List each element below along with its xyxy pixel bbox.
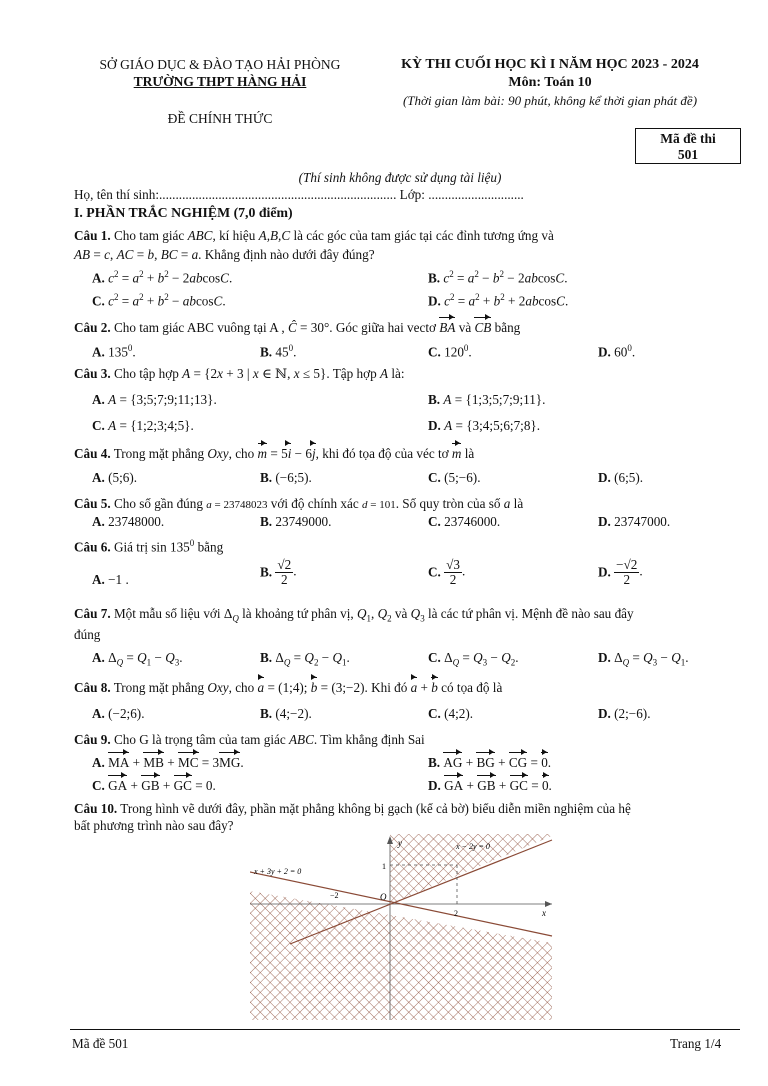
q5-label: Câu 5.: [74, 496, 111, 511]
section-title: I. PHẦN TRẮC NGHIỆM (7,0 điểm): [74, 205, 293, 220]
question-5: Câu 5. Cho số gần đúng a = 23748023 với độ chính xác d = 101. Số quy tròn của số a là: [74, 496, 524, 511]
q4-option-c[interactable]: C. (5;−6).: [428, 470, 481, 485]
q6-text2: bằng: [197, 539, 224, 555]
label-origin: O: [380, 892, 387, 902]
q2-c-value: 120: [444, 344, 464, 360]
exam-code-label: Mã đề thi: [660, 131, 716, 146]
department-name: SỞ GIÁO DỤC & ĐÀO TẠO HẢI PHÒNG: [99, 57, 341, 72]
question-9: Câu 9. Cho G là trọng tâm của tam giác ABC. Tìm khẳng định Sai: [74, 732, 425, 747]
label-tick-2: 2: [454, 909, 458, 918]
q7-option-a[interactable]: A. $\Delta_Q = Q_1 - Q_3$.: [92, 650, 183, 668]
candidate-name-line: Họ, tên thí sinh:........................................................................ Lớp: .............................: [74, 187, 524, 202]
q8-text4: có tọa độ là: [441, 680, 503, 695]
exam-title: KỲ THI CUỐI HỌC KÌ I NĂM HỌC 2023 - 2024: [401, 57, 699, 72]
q1-option-b[interactable]: B. $c^2 = a^2 - b^2 - 2abcosC$.: [428, 269, 568, 286]
time-note: (Thời gian làm bài: 90 phút, không kể thời gian phát đề): [402, 93, 698, 108]
label-tick-1: 1: [382, 862, 386, 871]
footer-rule: [70, 1029, 740, 1030]
question-6: Câu 6. Giá trị $\sin 135^0$ bằng: [74, 538, 224, 555]
q2-option-b[interactable]: B. $45^0$.: [260, 343, 297, 360]
q8-label: Câu 8.: [74, 680, 111, 695]
subject: Môn: Toán 10: [508, 75, 592, 90]
q2-text1: Cho tam giác ABC vuông tại A ,: [113, 320, 285, 335]
q6-option-c[interactable]: C. $\frac{√3}{2}$ .: [428, 557, 466, 587]
q6-option-d[interactable]: D. $\frac{-√2}{2}$ .: [598, 557, 643, 587]
label-line1: x + 3y + 2 = 0: [254, 867, 302, 876]
q10-line1: Trong hình vẽ dưới đây, phần mặt phẳng không bị gạch (kể cả bờ) biểu diễn miền nghiệm của hệ: [120, 801, 631, 816]
q2-label: Câu 2.: [74, 320, 111, 335]
q1-line2: . Khẳng định nào dưới đây đúng?: [198, 247, 375, 262]
q3-label: Câu 3.: [74, 366, 111, 381]
question-1: Câu 1. Cho tam giác ABC, kí hiệu A,B,C là các góc của tam giác tại các đỉnh tương ứng và: [74, 228, 554, 243]
q4-text1: Trong mặt phẳng: [113, 446, 205, 461]
question-4: Câu 4. Trong mặt phẳng Oxy, cho m = 5i − 6j, khi đó tọa độ của véc tơ m là: [74, 446, 475, 461]
q5-text2: với độ chính xác: [270, 496, 359, 511]
q7-text4: là các tứ phân vị. Mệnh đề nào sau đây: [427, 606, 634, 621]
q2-text3: và: [458, 320, 472, 335]
label-tick-neg2: −2: [330, 891, 339, 900]
q3-option-b[interactable]: B. A = {1;3;5;7;9;11}.: [428, 392, 546, 407]
q2-d-value: 60: [614, 344, 628, 360]
q9-option-d[interactable]: D. GA + GB + GC = 0.: [428, 778, 552, 793]
q5-c-value: 23746000.: [444, 514, 501, 529]
question-10: [74, 801, 631, 817]
q4-text2: , cho: [228, 446, 255, 461]
q5-option-b[interactable]: B. 23749000.: [260, 514, 332, 529]
q5-text1: Cho số gần đúng: [113, 496, 203, 511]
exam-code-box: [635, 128, 741, 164]
q7-option-c[interactable]: C. $\Delta_Q = Q_3 - Q_2$.: [428, 650, 519, 668]
q1-label: Câu 1.: [74, 228, 111, 243]
q9-option-b[interactable]: B. AG + BG + CG = 0.: [428, 755, 552, 770]
q5-d-value: 23747000.: [614, 514, 671, 529]
q9-label: Câu 9.: [74, 732, 111, 747]
q8-text3: . Khi đó: [364, 680, 408, 695]
q10-label: Câu 10.: [74, 801, 118, 816]
question-1-line2: AB = c, AC = b, BC = a. Khẳng định nào dưới đây đúng?: [74, 247, 375, 262]
q5-a-value: 23748000.: [108, 514, 165, 529]
q9-option-c[interactable]: C. GA + GB + GC = 0.: [92, 778, 216, 793]
official-label: ĐỀ CHÍNH THỨC: [167, 111, 273, 126]
q6-text1: Giá trị: [113, 539, 148, 555]
q2-b-value: 45: [275, 344, 289, 360]
q4-option-d[interactable]: D. (6;5).: [598, 470, 644, 485]
label-line2: x − 2y = 0: [456, 842, 490, 851]
q2-text2: . Góc giữa hai vectơ: [329, 320, 436, 335]
q2-text4: bằng: [494, 320, 521, 335]
q5-option-d[interactable]: D. 23747000.: [598, 514, 671, 529]
notice: (Thí sinh không được sử dụng tài liệu): [298, 170, 502, 185]
q5-text4: là: [513, 496, 524, 511]
q3-option-c[interactable]: C. A = {1;2;3;4;5}.: [92, 418, 194, 433]
q4-text4: là: [464, 446, 475, 461]
q8-option-c[interactable]: C. (4;2).: [428, 706, 474, 721]
q2-option-a[interactable]: A. $135^0$.: [92, 343, 136, 360]
q8-option-d[interactable]: D. (2;−6).: [598, 706, 651, 721]
q7-option-b[interactable]: B. $\Delta_Q = Q_2 - Q_1$.: [260, 650, 350, 668]
q6-label: Câu 6.: [74, 539, 111, 555]
footer-exam-code: Mã đề 501: [72, 1036, 129, 1051]
question-2: Câu 2. Cho tam giác ABC vuông tại A , Ĉ = 30°. Góc giữa hai vectơ BA và CB bằng: [74, 320, 521, 335]
q9-text1: Cho G là trọng tâm của tam giác: [113, 732, 286, 747]
q3-option-d[interactable]: D. A = {3;4;5;6;7;8}.: [428, 418, 541, 433]
q3-text2: . Tập hợp: [326, 366, 377, 381]
exam-code-value: 501: [677, 147, 699, 162]
q4-option-b[interactable]: B. (−6;5).: [260, 470, 312, 485]
q4-text3: , khi đó tọa độ của véc tơ: [315, 446, 449, 461]
label-y-axis: y: [398, 838, 402, 848]
q3-option-a[interactable]: A. A = {3;5;7;9;11;13}.: [92, 392, 217, 407]
q5-option-c[interactable]: C. 23746000.: [428, 514, 501, 529]
q1-option-d[interactable]: D. $c^2 = a^2 + b^2 + 2abcosC$.: [428, 292, 569, 309]
q4-option-a[interactable]: A. (5;6).: [92, 470, 138, 485]
q1-text: Cho tam giác: [113, 228, 185, 243]
q7-text1: Một mẫu số liệu với: [113, 606, 221, 621]
q1-option-c[interactable]: C. $c^2 = a^2 + b^2 - abcosC$.: [92, 292, 226, 309]
q2-option-c[interactable]: C. $120^0$.: [428, 343, 472, 360]
school-name: TRƯỜNG THPT HÀNG HẢI: [133, 74, 307, 89]
question-7: Câu 7. Một mẫu số liệu với $\Delta_Q$ là khoảng tứ phân vị, $Q_1$, $Q_2$ và $Q_3$ là các tứ phân vị. Mệnh đề nào sau đây: [74, 606, 634, 624]
q7-text2: là khoảng tứ phân vị,: [242, 606, 354, 621]
q7-option-d[interactable]: D. $\Delta_Q = Q_3 - Q_1$.: [598, 650, 689, 668]
x-axis-arrow: [545, 901, 552, 907]
q6-option-b[interactable]: B. $\frac{√2}{2}$ .: [260, 557, 297, 587]
q7-text3: và: [394, 606, 408, 621]
q3-text3: là:: [391, 366, 405, 381]
question-3: Câu 3. Cho tập hợp A = {2x + 3 | x ∈ ℕ, x ≤ 5}. Tập hợp A là:: [74, 366, 405, 381]
q9-option-a[interactable]: A. MA + MB + MC = 3MG.: [92, 755, 244, 770]
q8-text1: Trong mặt phẳng: [113, 680, 205, 695]
question-8: Câu 8. Trong mặt phẳng Oxy, cho a = (1;4); b = (3;−2). Khi đó a + b có tọa độ là: [74, 680, 503, 695]
q1-option-a[interactable]: A. $c^2 = a^2 + b^2 - 2abcosC$.: [92, 269, 233, 286]
q2-a-value: 135: [108, 344, 128, 360]
q8-option-a[interactable]: A. (−2;6).: [92, 706, 145, 721]
q5-option-a[interactable]: A. 23748000.: [92, 514, 165, 529]
q2-option-d[interactable]: D. $60^0$.: [598, 343, 636, 360]
q5-text3: . Số quy tròn của số: [395, 496, 501, 511]
label-x-axis: x: [542, 908, 546, 918]
q8-text2: , cho: [228, 680, 255, 695]
question-7-line2: đúng: [74, 627, 101, 642]
question-10-line2: bất phương trình nào sau đây?: [74, 818, 234, 833]
q7-label: Câu 7.: [74, 606, 111, 621]
q5-b-value: 23749000.: [275, 514, 332, 529]
q1-text3: là các góc của tam giác tại các đỉnh tương ứng và: [293, 228, 554, 243]
q4-label: Câu 4.: [74, 446, 111, 461]
q8-option-b[interactable]: B. (4;−2).: [260, 706, 312, 721]
q1-text2: , kí hiệu: [212, 228, 256, 243]
q9-text2: . Tìm khẳng định Sai: [313, 732, 425, 747]
q3-text1: Cho tập hợp: [113, 366, 179, 381]
footer-page-number: Trang 1/4: [670, 1036, 722, 1051]
inequality-region-figure: [250, 834, 560, 1020]
q6-option-a[interactable]: A. −1 .: [92, 572, 129, 587]
